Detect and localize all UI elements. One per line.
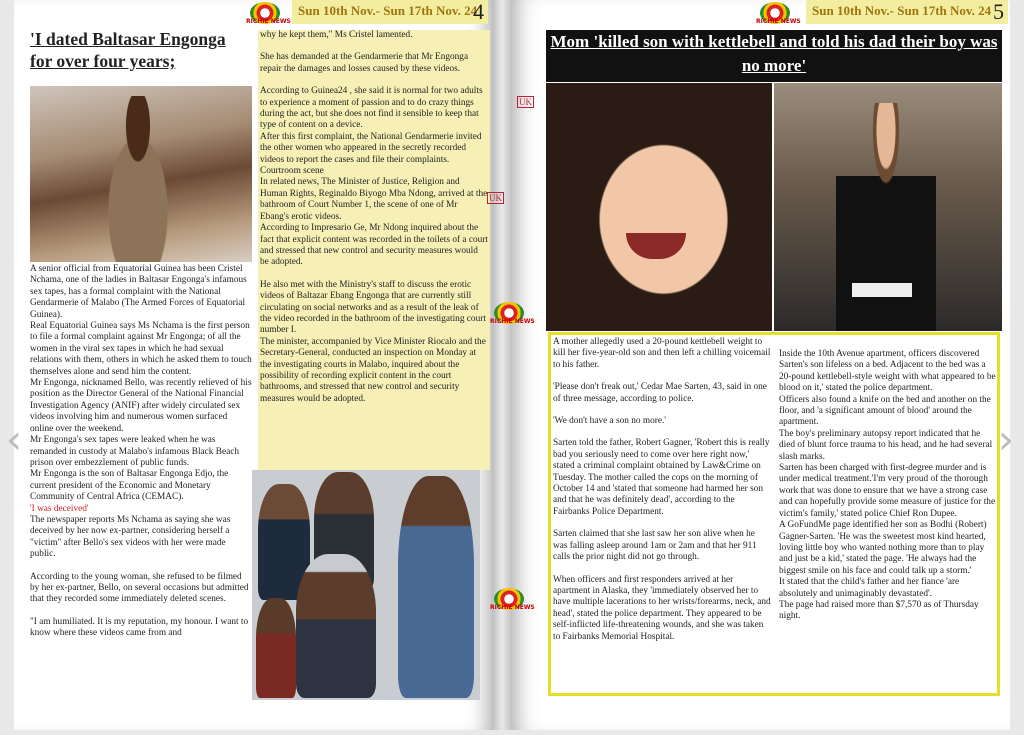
richie-news-logo: RICHIE NEWS bbox=[250, 2, 280, 24]
headline: Mom 'killed son with kettlebell and told his dad their boy was no more' bbox=[546, 30, 1002, 82]
subhead: 'I was deceived' bbox=[30, 503, 89, 514]
boy-photo bbox=[774, 83, 1002, 331]
page-gutter bbox=[492, 0, 512, 730]
woman-photo bbox=[30, 86, 252, 262]
headline: 'I dated Baltasar Engonga for over four years; bbox=[30, 29, 226, 71]
date-range: Sun 10th Nov.- Sun 17th Nov. 24 bbox=[812, 3, 992, 18]
article-column-1: A mother allegedly used a 20-pound kettlebell weight to kill her five-year-old son and then left a chilling voicemail to his father. 'Please don't freak out,' Cedar Mae Sarten, 43, said in one of three message, according to police. 'We don't have a son no more.' Sarten told the father, Robert Gagner, 'Robert this is really bad you seriously need to come over here right now,' stated a criminal complaint obtained by Law&Crime on Tuesday. The mother called the cops on the morning of October 14 and 'stated that someone had harmed her son and that he was definitely dead', according to the Fairbanks Police Department. Sarten claimed that she last saw her son alive when he was falling asleep around 1am or 2am and that her 911 calls the prior night did not go through. When officers and first responders arrived at her apartment in Alaska, they 'immediately observed her to have multiple lacerations to her wrists/forearms, neck, and head', stated the police department. They appeared to be self-inflicted life-threatening wounds, and she was taken to Fairbanks Memorial Hospital. bbox=[553, 337, 771, 642]
girl-photo bbox=[546, 83, 772, 331]
officials-photo-collage bbox=[252, 470, 480, 700]
date-strip bbox=[806, 0, 1008, 24]
page-number: 5 bbox=[993, 0, 1004, 24]
uk-tag: UK bbox=[519, 97, 532, 107]
article-column-2: why he kept them," Ms Cristel lamented. She has demanded at the Gendarmerie that Mr Engonga repair the damages and losses caused by these videos. According to Guinea24 , she said it is normal for two adults to experience a moment of passion and to do crazy things during the act, but she does not find it sensible to keep that type of content on a device. After this first complaint, the National Gendarmerie invited the other women who appeared in the secretly recorded videos to report the cases and file their complaints. Courtroom scene In related news, The Minister of Justice, Religion and Human Rights, Reginaldo Biyogo Mba Ndong, arrived at the bathroom of Court Number 1, the scene of one of Mr Ebang's erotic videos. According to Impresario Ge, Mr Ndong inquired about the fact that explicit content was recorded in the toilets of a court and stressed that new control and security measures would be adopted. He also met with the Ministry's staff to discuss the erotic videos of Baltazar Ebang Engonga that are currently still circulating on social networks and as a result of the leak of the video recorded in the bathroom of the investigating court number I. The minister, accompanied by Vice Minister Riocalo and the Secretary-General, conducted an inspection on Monday at the investigating courts in Malabo, inquired about the possibility of recording explicit content in the court bathrooms, and stressed that new control and security measures would be adopted. bbox=[258, 30, 490, 470]
next-page-arrow[interactable]: › bbox=[998, 417, 1014, 463]
article-column-2: Inside the 10th Avenue apartment, officers discovered Sarten's son lifeless on a bed. Adjacent to the bed was a 20-pound kettlebell-style weight with what appeared to be blood on it,' stated the police department. Officers also found a knife on the bed and another on the floor, and 'a significant amount of blood' around the apartment. The boy's preliminary autopsy report indicated that he died of blunt force trauma to his head, and he had several slash marks. Sarten has been charged with first-degree murder and is under medical treatment.'I'm very proud of the thorough work that was done to ensure that we have a strong case and can hopefully provide some measure of justice for the victim's family,' stated police Chief Ron Dupee. A GoFundMe page identified her son as Bodhi (Robert) Gagner-Sarten. 'He was the sweetest most kind hearted, loving little boy who wanted nothing more than to play and just be a kid,' stated the page. 'He always had the biggest smile on his face and could talk up a storm.' It stated that the child's father and her fiance 'are absolutely and unimaginably devastated'. The page had raised more than $7,570 as of Thursday night. bbox=[779, 349, 996, 622]
date-range: Sun 10th Nov.- Sun 17th Nov. 24 bbox=[298, 3, 478, 18]
richie-news-logo: RICHIE NEWS bbox=[494, 588, 524, 610]
article-column-1: A senior official from Equatorial Guinea has been Cristel Nchama, one of the ladies in Baltasar Engonga's infamous sex tapes, has a formal complaint with the National Gendarmerie of Malabo (The Armed Forces of Equatorial Guinea). Real Equatorial Guinea says Ms Nchama is the first person to file a formal complaint against Mr Engonga; of all the women in the viral sex tapes in which he had sexual relations with them, others in which he asked them to touch themselves alone and send him the content. Mr Engonga, nicknamed Bello, was recently relieved of his position as the Director General of the National Financial Investigation Agency (ANIF) after widely circulated sex videos involving him and numerous women surfaced online over the weekend. Mr Engonga's sex tapes were leaked when he was remanded in custody at Malabo's infamous Black Beach prison over embezzlement of public funds. Mr Engonga is the son of Baltasar Engonga Edjo, the current president of the Economic and Monetary Community of Central Africa (CEMAC). 'I was deceived' The newspaper reports Ms Nchama as saying she was deceived by her now ex-partner, considering herself a "victim" after Bello's sex videos with her were made public. According to the young woman, she refused to be filmed by her ex-partner, Bello, on several occasions but admitted that they recorded some immediately deleted scenes. "I am humiliated. It is my reputation, my honour. I want to know where these videos came from and bbox=[30, 264, 252, 639]
uk-tag: UK bbox=[489, 193, 502, 203]
richie-news-logo: RICHIE NEWS bbox=[760, 2, 790, 24]
previous-page-arrow[interactable]: ‹ bbox=[6, 417, 22, 463]
richie-news-logo: RICHIE NEWS bbox=[494, 302, 524, 324]
page-number: 4 bbox=[473, 0, 484, 24]
date-strip bbox=[292, 0, 488, 24]
left-page bbox=[6, 0, 492, 730]
right-page bbox=[512, 0, 1014, 730]
article-box bbox=[548, 332, 1000, 696]
